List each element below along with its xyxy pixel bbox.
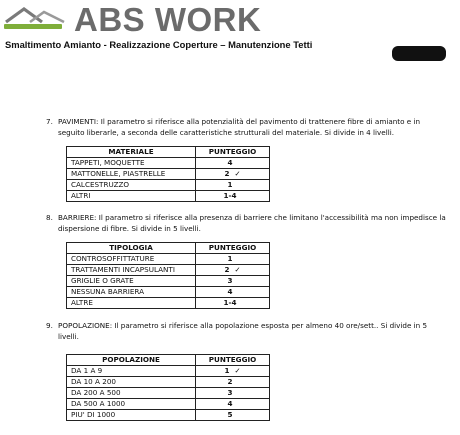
- column-header: TIPOLOGIA: [67, 243, 196, 254]
- table-row: [67, 158, 270, 169]
- row-label: PIU' DI 1000: [67, 410, 196, 421]
- row-score: 1-4: [196, 191, 270, 202]
- redaction-mark: [392, 46, 446, 61]
- row-score: 4: [196, 287, 270, 298]
- row-score: 3: [196, 276, 270, 287]
- column-header: MATERIALE: [67, 147, 196, 158]
- company-tagline: Smaltimento Amianto - Realizzazione Coperture – Manutenzione Tetti: [5, 39, 313, 50]
- column-header: PUNTEGGIO: [196, 147, 270, 158]
- table-row: [67, 366, 270, 377]
- row-score: 3: [196, 388, 270, 399]
- section-number: 8.: [46, 213, 53, 222]
- row-score: 1-4: [196, 298, 270, 309]
- row-label: DA 200 A 500: [67, 388, 196, 399]
- column-header: POPOLAZIONE: [67, 355, 196, 366]
- row-score: 1: [196, 254, 270, 265]
- row-label: TAPPETI, MOQUETTE: [67, 158, 196, 169]
- table-header-row: [67, 355, 270, 366]
- row-label: DA 1 A 9: [67, 366, 196, 377]
- table-pavimenti: [66, 146, 270, 202]
- table-row: [67, 265, 270, 276]
- row-score: 2: [196, 377, 270, 388]
- row-label: ALTRE: [67, 298, 196, 309]
- table-row: [67, 169, 270, 180]
- row-label: TRATTAMENTI INCAPSULANTI: [67, 265, 196, 276]
- section-pavimenti: [48, 116, 448, 138]
- section-number: 9.: [46, 321, 53, 330]
- row-score: 2 ✓: [196, 169, 270, 180]
- row-label: GRIGLIE O GRATE: [67, 276, 196, 287]
- check-mark-icon: ✓: [234, 265, 241, 274]
- table-header-row: [67, 147, 270, 158]
- check-mark-icon: ✓: [234, 169, 241, 178]
- row-label: ALTRI: [67, 191, 196, 202]
- row-label: MATTONELLE, PIASTRELLE: [67, 169, 196, 180]
- section-barriere: [48, 212, 448, 234]
- row-score: 5: [196, 410, 270, 421]
- section-text: BARRIERE: Il parametro si riferisce alla presenza di barriere che limitano l'accessibilità ma non impedisce la dispersione di fibre. Si divide in 5 livelli.: [58, 213, 446, 233]
- row-score: 1: [196, 180, 270, 191]
- row-label: NESSUNA BARRIERA: [67, 287, 196, 298]
- table-row: [67, 180, 270, 191]
- table-row: [67, 377, 270, 388]
- row-label: CONTROSOFFITTATURE: [67, 254, 196, 265]
- section-number: 7.: [46, 117, 53, 126]
- row-score: 4: [196, 158, 270, 169]
- table-row: [67, 298, 270, 309]
- table-header-row: [67, 243, 270, 254]
- row-score: 2 ✓: [196, 265, 270, 276]
- table-row: [67, 410, 270, 421]
- table-popolazione: [66, 354, 270, 421]
- company-name: ABS WORK: [74, 1, 262, 38]
- letterhead: [0, 0, 460, 60]
- column-header: PUNTEGGIO: [196, 355, 270, 366]
- row-score: 1 ✓: [196, 366, 270, 377]
- section-text: PAVIMENTI: Il parametro si riferisce alla potenzialità del pavimento di trattenere fibre di amianto e in seguito liberarle, a seconda delle caratteristiche strutturali del materiale. Si divide in 4 livelli.: [58, 117, 421, 137]
- table-row: [67, 254, 270, 265]
- table-row: [67, 191, 270, 202]
- check-mark-icon: ✓: [234, 366, 241, 375]
- row-label: DA 10 A 200: [67, 377, 196, 388]
- row-label: DA 500 A 1000: [67, 399, 196, 410]
- table-row: [67, 388, 270, 399]
- table-row: [67, 399, 270, 410]
- section-popolazione: [48, 320, 448, 342]
- logo-green-strip: [4, 24, 62, 29]
- column-header: PUNTEGGIO: [196, 243, 270, 254]
- table-row: [67, 287, 270, 298]
- table-row: [67, 276, 270, 287]
- row-score: 4: [196, 399, 270, 410]
- section-text: POPOLAZIONE: Il parametro si riferisce alla popolazione esposta per almeno 40 ore/sett.. Si divide in 5 livelli.: [58, 321, 428, 341]
- row-label: CALCESTRUZZO: [67, 180, 196, 191]
- table-barriere: [66, 242, 270, 309]
